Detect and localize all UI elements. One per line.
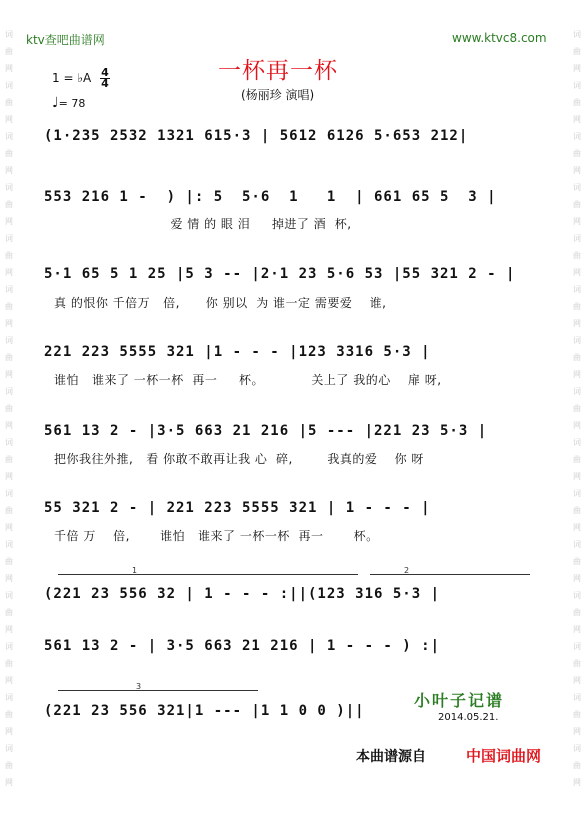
watermark-char: 词 [573, 81, 581, 90]
watermark-char: 词 [573, 387, 581, 396]
watermark-char: 网 [573, 166, 581, 175]
watermark-char: 网 [573, 523, 581, 532]
watermark-char: 曲 [573, 710, 581, 719]
notation-line: 561 13 2 - |3·5 663 21 216 |5 --- |221 23 5·3 | [44, 423, 488, 439]
watermark-char: 曲 [5, 149, 13, 158]
watermark-char: 词 [573, 438, 581, 447]
watermark-char: 网 [573, 676, 581, 685]
watermark-char: 曲 [573, 302, 581, 311]
watermark-char: 词 [5, 489, 13, 498]
watermark-char: 网 [573, 727, 581, 736]
watermark-char: 词 [573, 693, 581, 702]
time-denominator: 4 [101, 77, 109, 90]
watermark-char: 网 [5, 676, 13, 685]
notation-line: 553 216 1 - ) |: 5 5·6 1 1 | 661 65 5 3 | [44, 189, 497, 205]
watermark-char: 词 [5, 744, 13, 753]
transcriber-signature: 小叶子记谱 [414, 691, 505, 710]
song-title: 一杯再一杯 [218, 58, 338, 84]
watermark-char: 网 [5, 778, 13, 787]
notation-line: 221 223 5555 321 |1 - - - |123 3316 5·3 | [44, 344, 431, 360]
watermark-char: 词 [5, 540, 13, 549]
watermark-char: 词 [5, 693, 13, 702]
watermark-char: 词 [573, 336, 581, 345]
watermark-char: 网 [5, 421, 13, 430]
watermark-char: 网 [5, 268, 13, 277]
watermark-char: 词 [573, 285, 581, 294]
watermark-char: 词 [573, 744, 581, 753]
singer-credit: (杨丽珍 演唱) [241, 88, 315, 102]
watermark-char: 词 [573, 234, 581, 243]
watermark-char: 网 [5, 523, 13, 532]
watermark-char: 曲 [573, 659, 581, 668]
source-site-link[interactable]: 中国词曲网 [466, 747, 542, 765]
notation-line: 561 13 2 - | 3·5 663 21 216 | 1 - - - ) :| [44, 638, 441, 654]
watermark-char: 曲 [573, 506, 581, 515]
notation-line: 55 321 2 - | 221 223 5555 321 | 1 - - - | [44, 500, 431, 516]
watermark-char: 曲 [573, 557, 581, 566]
watermark-char: 网 [573, 268, 581, 277]
watermark-char: 词 [573, 183, 581, 192]
volta-number-3: 3 [136, 682, 142, 691]
watermark-char: 网 [5, 319, 13, 328]
watermark-char: 词 [5, 132, 13, 141]
watermark-char: 网 [5, 370, 13, 379]
source-label: 本曲谱源自 [356, 749, 426, 765]
watermark-char: 曲 [5, 353, 13, 362]
watermark-char: 网 [573, 64, 581, 73]
watermark-char: 词 [5, 285, 13, 294]
site-url-right[interactable]: www.ktvc8.com [452, 31, 547, 45]
watermark-char: 曲 [573, 455, 581, 464]
volta-number-1: 1 [132, 566, 138, 575]
volta-number-2: 2 [404, 566, 410, 575]
watermark-char: 网 [573, 115, 581, 124]
watermark-char: 词 [573, 132, 581, 141]
watermark-char: 曲 [5, 404, 13, 413]
lyric-line: 把你我往外推, 看 你敢不敢再让我 心 碎, 我真的爱 你 呀 [54, 452, 424, 466]
watermark-char: 网 [573, 778, 581, 787]
tempo-marking [52, 95, 85, 111]
notation-line: (221 23 556 321|1 --- |1 1 0 0 )|| [44, 703, 365, 719]
watermark-char: 曲 [5, 302, 13, 311]
watermark-char: 曲 [573, 200, 581, 209]
watermark-char: 曲 [573, 98, 581, 107]
key-signature: 1 = ♭A [52, 71, 92, 85]
watermark-char: 曲 [5, 761, 13, 770]
transcription-date: 2014.05.21. [438, 712, 499, 723]
lyric-line: 真 的恨你 千倍万 倍, 你 别以 为 谁一定 需要爱 谁, [54, 296, 387, 310]
watermark-char: 曲 [5, 251, 13, 260]
watermark-char: 曲 [573, 149, 581, 158]
watermark-char: 网 [573, 421, 581, 430]
watermark-char: 词 [5, 234, 13, 243]
notation-line: (1·235 2532 1321 615·3 | 5612 6126 5·653 212| [44, 128, 469, 144]
volta-line-3 [58, 690, 258, 691]
watermark-char: 网 [5, 472, 13, 481]
watermark-char: 词 [5, 81, 13, 90]
time-signature [100, 68, 110, 89]
watermark-char: 词 [5, 642, 13, 651]
watermark-char: 曲 [573, 404, 581, 413]
watermark-char: 网 [5, 625, 13, 634]
watermark-char: 词 [5, 438, 13, 447]
watermark-char: 曲 [5, 200, 13, 209]
watermark-right [570, 0, 584, 824]
watermark-char: 网 [5, 217, 13, 226]
quarter-note-icon: ♩ [52, 95, 59, 111]
watermark-char: 曲 [573, 251, 581, 260]
volta-line-2 [370, 574, 530, 575]
watermark-char: 词 [573, 642, 581, 651]
time-numerator: 4 [101, 66, 109, 79]
watermark-char: 曲 [573, 608, 581, 617]
watermark-char: 词 [573, 30, 581, 39]
watermark-char: 网 [573, 370, 581, 379]
site-name-left[interactable]: ktv查吧曲谱网 [26, 33, 105, 47]
watermark-char: 网 [573, 574, 581, 583]
watermark-char: 曲 [573, 761, 581, 770]
watermark-char: 曲 [5, 98, 13, 107]
watermark-char: 词 [5, 387, 13, 396]
notation-line: 5·1 65 5 1 25 |5 3 -- |2·1 23 5·6 53 |55 321 2 - | [44, 266, 516, 282]
tempo-value: = 78 [58, 97, 86, 110]
lyric-line: 千倍 万 倍, 谁怕 谁来了 一杯一杯 再一 杯。 [54, 529, 379, 543]
watermark-char: 曲 [573, 353, 581, 362]
watermark-char: 网 [573, 472, 581, 481]
watermark-left [2, 0, 16, 824]
watermark-char: 曲 [5, 659, 13, 668]
volta-line-1 [58, 574, 358, 575]
watermark-char: 词 [5, 591, 13, 600]
watermark-char: 词 [573, 540, 581, 549]
watermark-char: 网 [5, 574, 13, 583]
watermark-char: 网 [5, 115, 13, 124]
watermark-char: 曲 [5, 557, 13, 566]
lyric-line: 谁怕 谁来了 一杯一杯 再一 杯。 关上了 我的心 扉 呀, [54, 373, 442, 387]
watermark-char: 词 [573, 591, 581, 600]
watermark-char: 词 [5, 183, 13, 192]
notation-line: (221 23 556 32 | 1 - - - :||(123 316 5·3 | [44, 586, 441, 602]
watermark-char: 网 [573, 319, 581, 328]
watermark-char: 网 [573, 625, 581, 634]
watermark-char: 词 [5, 336, 13, 345]
watermark-char: 曲 [5, 455, 13, 464]
lyric-line: 爱 情 的 眼 泪 掉进了 酒 杯, [54, 217, 352, 231]
watermark-char: 词 [5, 30, 13, 39]
watermark-char: 曲 [5, 506, 13, 515]
watermark-char: 词 [573, 489, 581, 498]
watermark-char: 曲 [573, 47, 581, 56]
watermark-char: 网 [5, 166, 13, 175]
watermark-char: 网 [5, 727, 13, 736]
watermark-char: 曲 [5, 710, 13, 719]
watermark-char: 曲 [5, 608, 13, 617]
watermark-char: 曲 [5, 47, 13, 56]
watermark-char: 网 [573, 217, 581, 226]
watermark-char: 网 [5, 64, 13, 73]
